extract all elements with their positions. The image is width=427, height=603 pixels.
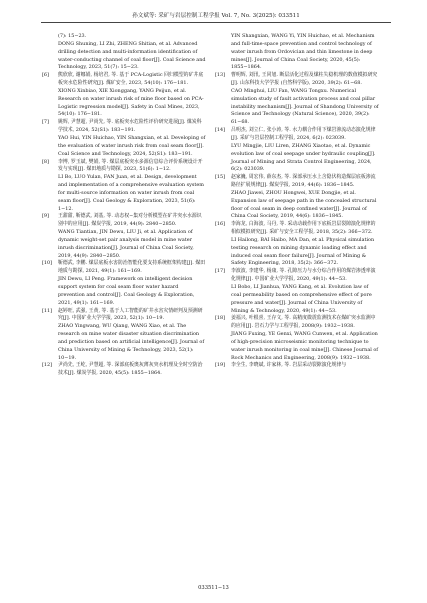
- reference-entry: [215, 174, 379, 221]
- reference-text: 曹明辉, 刘汛, 王同旭. 断层活化过程及煤柱失稳机理的数值模拟研究[J]. 山东科技大学学报 (自然科学版), 2020, 39(2): 61−68.: [231, 72, 378, 87]
- reference-text: YIN Shangxian, WANG Yi, YIN Huichao, et al. Mechanism and full-time-space prevention and control technology of water inrush from Ordovician and thin limestone in deep mines[J]. Journal of China Coal Society, 2020, 45(5): 1855−1864.: [231, 33, 375, 71]
- reference-text: JIANG Fuxing, YE Genxi, WANG Cunwen, et al. Application of high-precision microseismic monitoring technique to water inrush monitoring in coal mine[J]. Chinese Journal of Rock Mechanics and Engineering, 2008(9): 1932−1938.: [231, 331, 379, 361]
- reference-text: DONG Shuning, LI Zhi, ZHENG Shitian, et al. Advanced drilling detection and multi-information identification of water-conducting channel of coal floor[J]. Coal Science and Technology, 2023, 51(7): 15−23.: [58, 40, 206, 71]
- reference-text: 李海龙, 白海波, 马丹, 等. 采动动载作用下底板岩层裂隙演化规律的相似模拟研究[J]. 采矿与安全工程学报, 2018, 35(2): 366−372.: [231, 221, 376, 236]
- reference-text: 李博, 罗玉斌, 樊娟, 等. 煤层底板突水多源信息综合评价系统设计开发与实现[J]. 煤田地质与勘探, 2023, 51(6): 1−12.: [58, 158, 203, 173]
- reference-text: 熊欣欣, 谢娜娟, 杨培君, 等. 基于 PCA-Logistic 回归模型的矿井底板突水危险性研究[J]. 煤矿安全, 2023, 54(10): 176−181.: [58, 72, 204, 87]
- reference-entry: [42, 33, 206, 72]
- reference-text: 姚辉, 尹慧超, 尹尚先, 等. 底板突水危险性评价研究进展[J]. 煤炭科学技术, 2024, 52(S1): 183−191.: [58, 119, 202, 134]
- reference-text: 李波波, 李建华, 杨康, 等. 孔隙压力与水分综合作用的煤岩渗透率演化规律[J]. 中国矿业大学学报, 2020, 49(1): 44−53.: [231, 268, 376, 283]
- reference-entry: [42, 72, 206, 119]
- reference-number: [16]: [215, 221, 226, 228]
- reference-number: [10]: [42, 260, 53, 267]
- reference-entry: [215, 268, 379, 315]
- reference-text: 赵家巍, 周宏伟, 薛东杰, 等. 深部承压水上含隐伏构造煤层底板渗流路径扩展规律[J]. 煤炭学报, 2019, 44(6): 1836−1845.: [231, 174, 376, 189]
- reference-text: 李全生, 李晓斌, 许家林, 等. 岩层采动裂隙演化规律与: [231, 362, 347, 369]
- reference-text: 赵婷旺, 武强, 王黄, 等. 基于人工智能的矿井水害灾情研判及预测研究[J]. 中国矿业大学学报, 2023, 52(1): 10−19.: [58, 307, 203, 322]
- running-header: 孙文斌等: 采矿与岩层控制工程学报 Vol. 7, No. 3(2025): 033511: [41, 13, 391, 23]
- reference-text: 尹尚先, 王屹, 尹慧超, 等. 深部底板奥灰薄灰突水机理及全时空防治技术[J]. 煤炭学报, 2020, 45(5): 1855−1864.: [58, 362, 203, 377]
- reference-text: LI Hailong, BAI Haibo, MA Dan, et al. Physical simulation testing research on mining dynamic loading effect and induced coal seam floor failure[J]. Journal of Mining & Safety Engineering, 2018, 35(2): 366−372.: [231, 236, 375, 267]
- reference-text: 靳德武, 李鹏. 煤层底板水害防治智能化要支持系统框架构建[J]. 煤田地质与勘探, 2021, 49(1): 161−169.: [58, 260, 206, 275]
- reference-number: [17]: [215, 268, 226, 275]
- reference-text: ZHAO Yingwang, WU Qiang, WANG Xiao, et al. The research on mine water disaster situation discrimination and prediction based on artificial intelligence[J]. Journal of China University of Mining & Technology, 2023, 52(1): 10−19.: [58, 323, 205, 361]
- page-number: 033511−13: [198, 585, 229, 591]
- reference-entry: [215, 127, 379, 174]
- reference-text: XIONG Xinbiao, XIE Xionggang, YANG Peijun, et al. Research on water inrush risk of mine floor based on PCA-Logistic regression model[J]. Safety in Coal Mines, 2023, 54(10): 176−181.: [58, 87, 204, 118]
- reference-number: [18]: [215, 315, 226, 322]
- reference-text: (7): 15−23.: [58, 33, 87, 39]
- reference-entry: [215, 221, 379, 268]
- reference-entry: [42, 213, 206, 260]
- reference-text: LI Bobo, LI Jianhua, YANG Kang, et al. Evolution law of coal permeability based on comprehensive effect of pore pressure and water[J]. Journal of China University of Mining & Technology, 2020, 49(1): 44−53.: [231, 284, 372, 314]
- reference-text: 王甜甜, 靳德武, 刘基, 等. 动态权−集对分析模型在矿井突水水源识别中的应用[J]. 煤炭学报, 2019, 44(9): 2840−2850.: [58, 213, 202, 228]
- reference-number: [12]: [42, 362, 53, 369]
- reference-entry: [215, 33, 379, 72]
- reference-number: [7]: [42, 119, 49, 126]
- reference-entry: [42, 362, 206, 378]
- reference-number: [14]: [215, 127, 226, 134]
- reference-number: [13]: [215, 72, 226, 79]
- reference-entry: [42, 308, 206, 363]
- reference-text: LI Bo, LUO Yulan, FAN Juan, et al. Design, development and implementation of a comprehensive evaluation system for multi-source information on water inrush from coal seam floor[J]. Coal Geology & Exploration, 2023, 51(6): 1−12.: [58, 174, 204, 212]
- reference-number: [19]: [215, 362, 226, 369]
- reference-text: 吕明杰, 刘立仁, 张小涛, 等. 水力耦合作用下煤岩渗流动态演化规律[J]. 采矿与岩层控制工程学报, 2024, 6(2): 023039.: [231, 127, 376, 141]
- reference-text: CAO Minghui, LIU Fan, WANG Tongxu. Numerical simulation study of fault activation process and coal pillar instability mechanism[J]. Journal of Shandong University of Science and Technology (Natural Science), 2020, 39(2): 61−68.: [231, 87, 379, 126]
- reference-number: [9]: [42, 213, 49, 220]
- reference-entry: [42, 159, 206, 214]
- reference-text: 姜福兴, 叶根喜, 王存文, 等. 高精度微震监测技术在煤矿突水监测中的应用[J]. 岩石力学与工程学报, 2008(9): 1932−1938.: [231, 315, 376, 330]
- reference-text: ZHAO Jiawei, ZHOU Hongwei, XUE Dongjie, et al. Expansion law of seepage path in the concealed structural floor of coal seam in deep confined water[J]. Journal of China Coal Society, 2019, 44(6): 1836−1845.: [231, 189, 377, 220]
- reference-number: [15]: [215, 174, 226, 181]
- reference-number: [6]: [42, 72, 49, 79]
- reference-entry: [42, 260, 206, 307]
- reference-text: LYU Mingjie, LIU Liren, ZHANG Xiaotao, et al. Dynamic evolution law of coal seepage under hydraulic coupling[J]. Journal of Mining and Strata Control Engineering, 2024, 6(2): 023039.: [231, 142, 376, 173]
- reference-entry: [215, 362, 379, 370]
- reference-number: [8]: [42, 158, 49, 165]
- reference-column-left: [42, 33, 206, 378]
- reference-number: [11]: [42, 307, 53, 314]
- reference-text: WANG Tiantian, JIN Dewu, LIU Ji, et al. Application of dynamic weight-set pair analysis model in mine water inrush discrimination[J]. Journal of China Coal Society, 2019, 44(9): 2840−2850.: [58, 229, 194, 259]
- reference-entry: [215, 315, 379, 362]
- reference-text: YAO Hui, YIN Huichao, YIN Shangxian, et al. Developing of the evaluation of water inrush risk from coal seam floor[J]. Coal Science and Technology, 2024, 52(S1): 183−191.: [58, 134, 206, 157]
- reference-entry: [215, 72, 379, 127]
- reference-text: JIN Dewu, LI Peng. Framework on intelligent decision support system for coal seam floor water hazard prevention and control[J]. Coal Geology & Exploration, 2021, 49(1): 161−169.: [58, 276, 195, 306]
- reference-entry: [42, 119, 206, 158]
- reference-column-right: [215, 33, 379, 370]
